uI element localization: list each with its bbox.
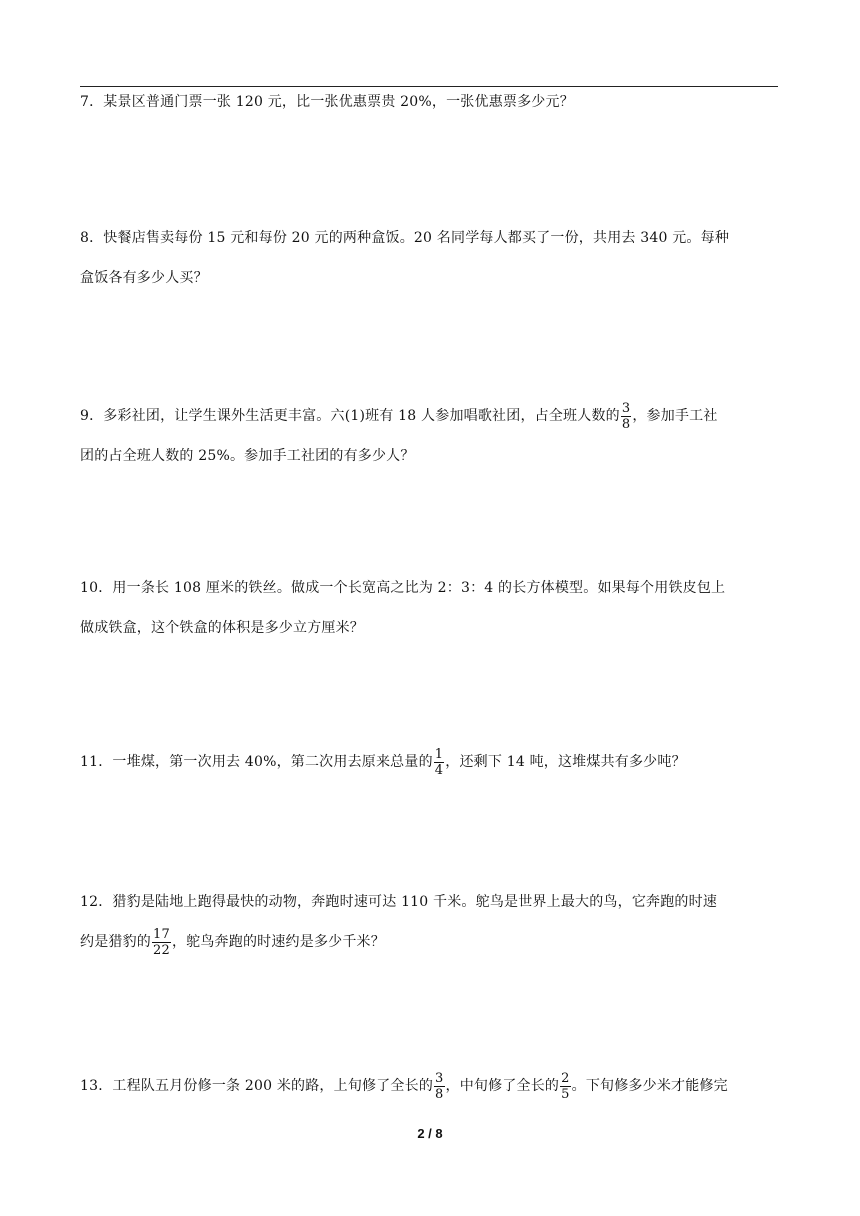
question-10: [80, 568, 780, 648]
question-8: [80, 218, 780, 298]
question-11-text-a: 11．一堆煤，第一次用去 40%，第二次用去原来总量的: [80, 754, 433, 770]
question-7: [80, 82, 780, 122]
fraction-numerator: 17: [153, 926, 170, 942]
question-12-line1: 12．猎豹是陆地上跑得最快的动物，奔跑时速可达 110 千米。鸵鸟是世界上最大的鸟，它奔跑的时速: [80, 894, 718, 910]
fraction-3-8: [434, 1072, 444, 1101]
fraction-numerator: 2: [561, 1070, 570, 1086]
question-9-text-b: ，参加手工社: [632, 408, 718, 424]
question-11-line1: [80, 742, 780, 782]
fraction-2-5: [560, 1072, 570, 1101]
fraction-denominator: 8: [435, 1086, 444, 1102]
fraction-denominator: 22: [153, 942, 170, 958]
question-9-line2: 团的占全班人数的 25%。参加手工社团的有多少人？: [80, 448, 415, 464]
question-13-text-c: 。下旬修多少米才能修完: [571, 1078, 728, 1094]
fraction-denominator: 8: [621, 416, 631, 432]
fraction-denominator: 5: [561, 1086, 570, 1102]
question-10-line2: 做成铁盒，这个铁盒的体积是多少立方厘米？: [80, 620, 364, 636]
fraction-numerator: 1: [434, 746, 444, 762]
page-number: 2 / 8: [417, 1126, 443, 1141]
question-9-text-a: 9．多彩社团，让学生课外生活更丰富。六(1)班有 18 人参加唱歌社团，占全班人数的: [80, 408, 620, 424]
question-8-line2: 盒饭各有多少人买？: [80, 270, 208, 286]
fraction-17-22: [152, 928, 171, 957]
fraction-numerator: 3: [435, 1070, 444, 1086]
question-13-text-a: 13．工程队五月份修一条 200 米的路，上旬修了全长的: [80, 1078, 434, 1094]
question-11-text-b: ，还剩下 14 吨，这堆煤共有多少吨？: [445, 754, 686, 770]
question-8-line1: 8．快餐店售卖每份 15 元和每份 20 元的两种盒饭。20 名同学每人都买了一份，共用去 340 元。每种: [80, 230, 730, 246]
question-12-line2: [80, 922, 780, 962]
question-12-text-a: 约是猎豹的: [80, 934, 151, 950]
question-10-line1: 10．用一条长 108 厘米的铁丝。做成一个长宽高之比为 2：3：4 的长方体模型。如果每个用铁皮包上: [80, 580, 726, 596]
question-12-text-b: ，鸵鸟奔跑的时速约是多少千米？: [171, 934, 385, 950]
question-9: [80, 396, 780, 476]
fraction-1-4: [434, 748, 444, 777]
question-13-text-b: ，中旬修了全长的: [445, 1078, 560, 1094]
question-11: [80, 742, 780, 782]
question-9-line1: [80, 396, 780, 436]
question-12: [80, 882, 780, 962]
fraction-3-8: [621, 402, 631, 431]
fraction-denominator: 4: [434, 762, 444, 778]
question-13-line1: [80, 1066, 780, 1106]
fraction-numerator: 3: [621, 400, 631, 416]
question-7-text: 7．某景区普通门票一张 120 元，比一张优惠票贵 20%，一张优惠票多少元？: [80, 94, 574, 110]
question-13: [80, 1066, 780, 1106]
